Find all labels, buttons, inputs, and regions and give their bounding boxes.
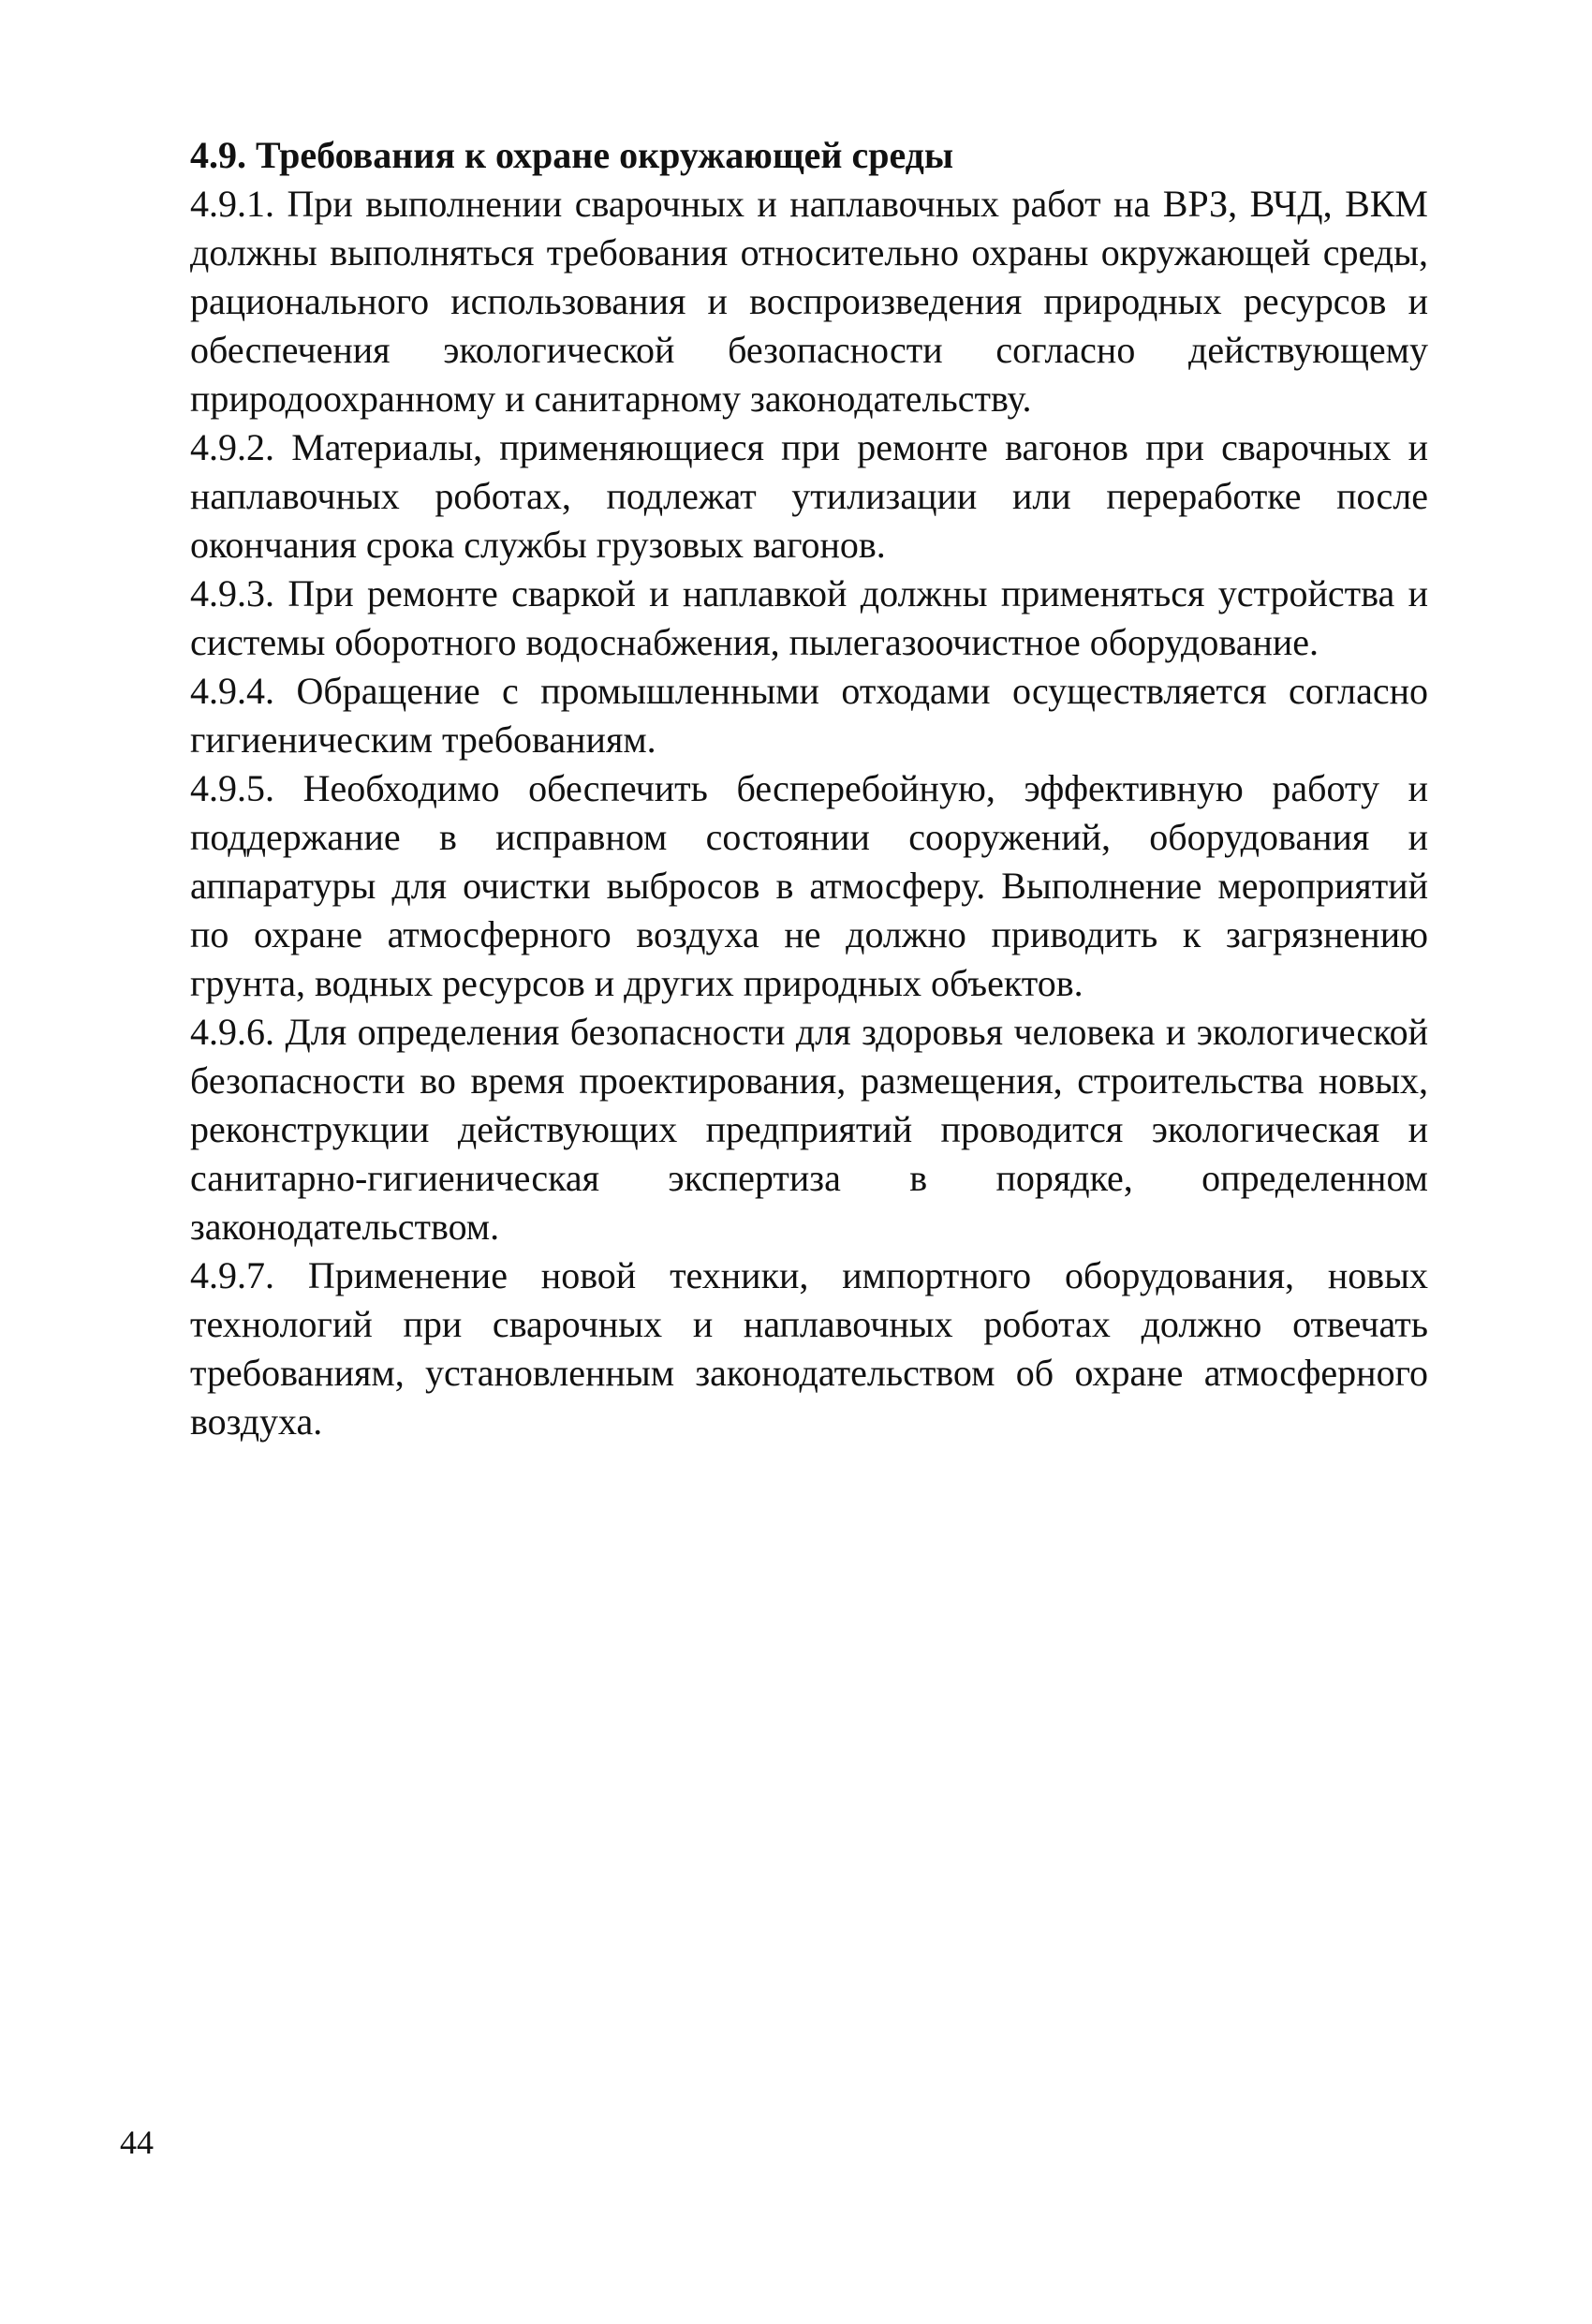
section-title: Требования к охране окружающей среды <box>256 134 954 176</box>
paragraph-text: Материалы, применяющиеся при ремонте вагонов при сварочных и наплавочных роботах, подлежат утилизации или переработке после окончания срока службы грузовых вагонов. <box>190 426 1429 566</box>
paragraph-text: При ремонте сваркой и наплавкой должны применяться устройства и системы оборотного водоснабжения, пылегазоочистное оборудование. <box>190 572 1428 663</box>
paragraph-number: 4.9.5. <box>190 767 274 809</box>
section-number: 4.9. <box>190 134 246 176</box>
paragraph-number: 4.9.7. <box>190 1254 274 1296</box>
paragraph-number: 4.9.1. <box>190 183 274 225</box>
section-body <box>190 131 1428 1446</box>
paragraph-4-9-6 <box>190 1008 1428 1251</box>
page-number: 44 <box>120 2124 154 2161</box>
paragraph-number: 4.9.2. <box>190 426 274 468</box>
paragraph-text: Необходимо обеспечить бесперебойную, эффективную работу и поддержание в исправном состоянии сооружений, оборудования и аппаратуры для очистки выбросов в атмосферу. Выполнение мероприятий по охране атмосферного воздуха не должно приводить к загрязнению грунта, водных ресурсов и других природных объектов. <box>190 767 1428 1004</box>
section-heading <box>190 131 1428 180</box>
paragraph-4-9-3 <box>190 570 1428 667</box>
paragraph-4-9-1 <box>190 180 1428 423</box>
paragraph-text: Обращение с промышленными отходами осуществляется согласно гигиеническим требованиям. <box>190 670 1429 761</box>
paragraph-number: 4.9.3. <box>190 572 274 614</box>
paragraph-text: Для определения безопасности для здоровья человека и экологической безопасности во время проектирования, размещения, строительства новых, реконструкции действующих предприятий проводится экологическая и санитарно-гигиеническая экспертиза в порядке, определенном законодательством. <box>190 1011 1428 1248</box>
paragraph-number: 4.9.4. <box>190 670 274 712</box>
paragraph-text: Применение новой техники, импортного оборудования, новых технологий при сварочных и наплавочных роботах должно отвечать требованиям, установленным законодательством об охране атмосферного воздуха. <box>190 1254 1429 1443</box>
paragraph-4-9-5 <box>190 764 1428 1008</box>
paragraph-number: 4.9.6. <box>190 1011 274 1053</box>
paragraph-4-9-4 <box>190 667 1428 764</box>
paragraph-4-9-2 <box>190 423 1428 570</box>
paragraph-text: При выполнении сварочных и наплавочных работ на ВРЗ, ВЧД, ВКМ должны выполняться требования относительно охраны окружающей среды, рационального использования и воспроизведения природных ресурсов и обеспечения экологической безопасности согласно действующему природоохранному и санитарному законодательству. <box>190 183 1428 420</box>
paragraph-4-9-7 <box>190 1251 1428 1446</box>
